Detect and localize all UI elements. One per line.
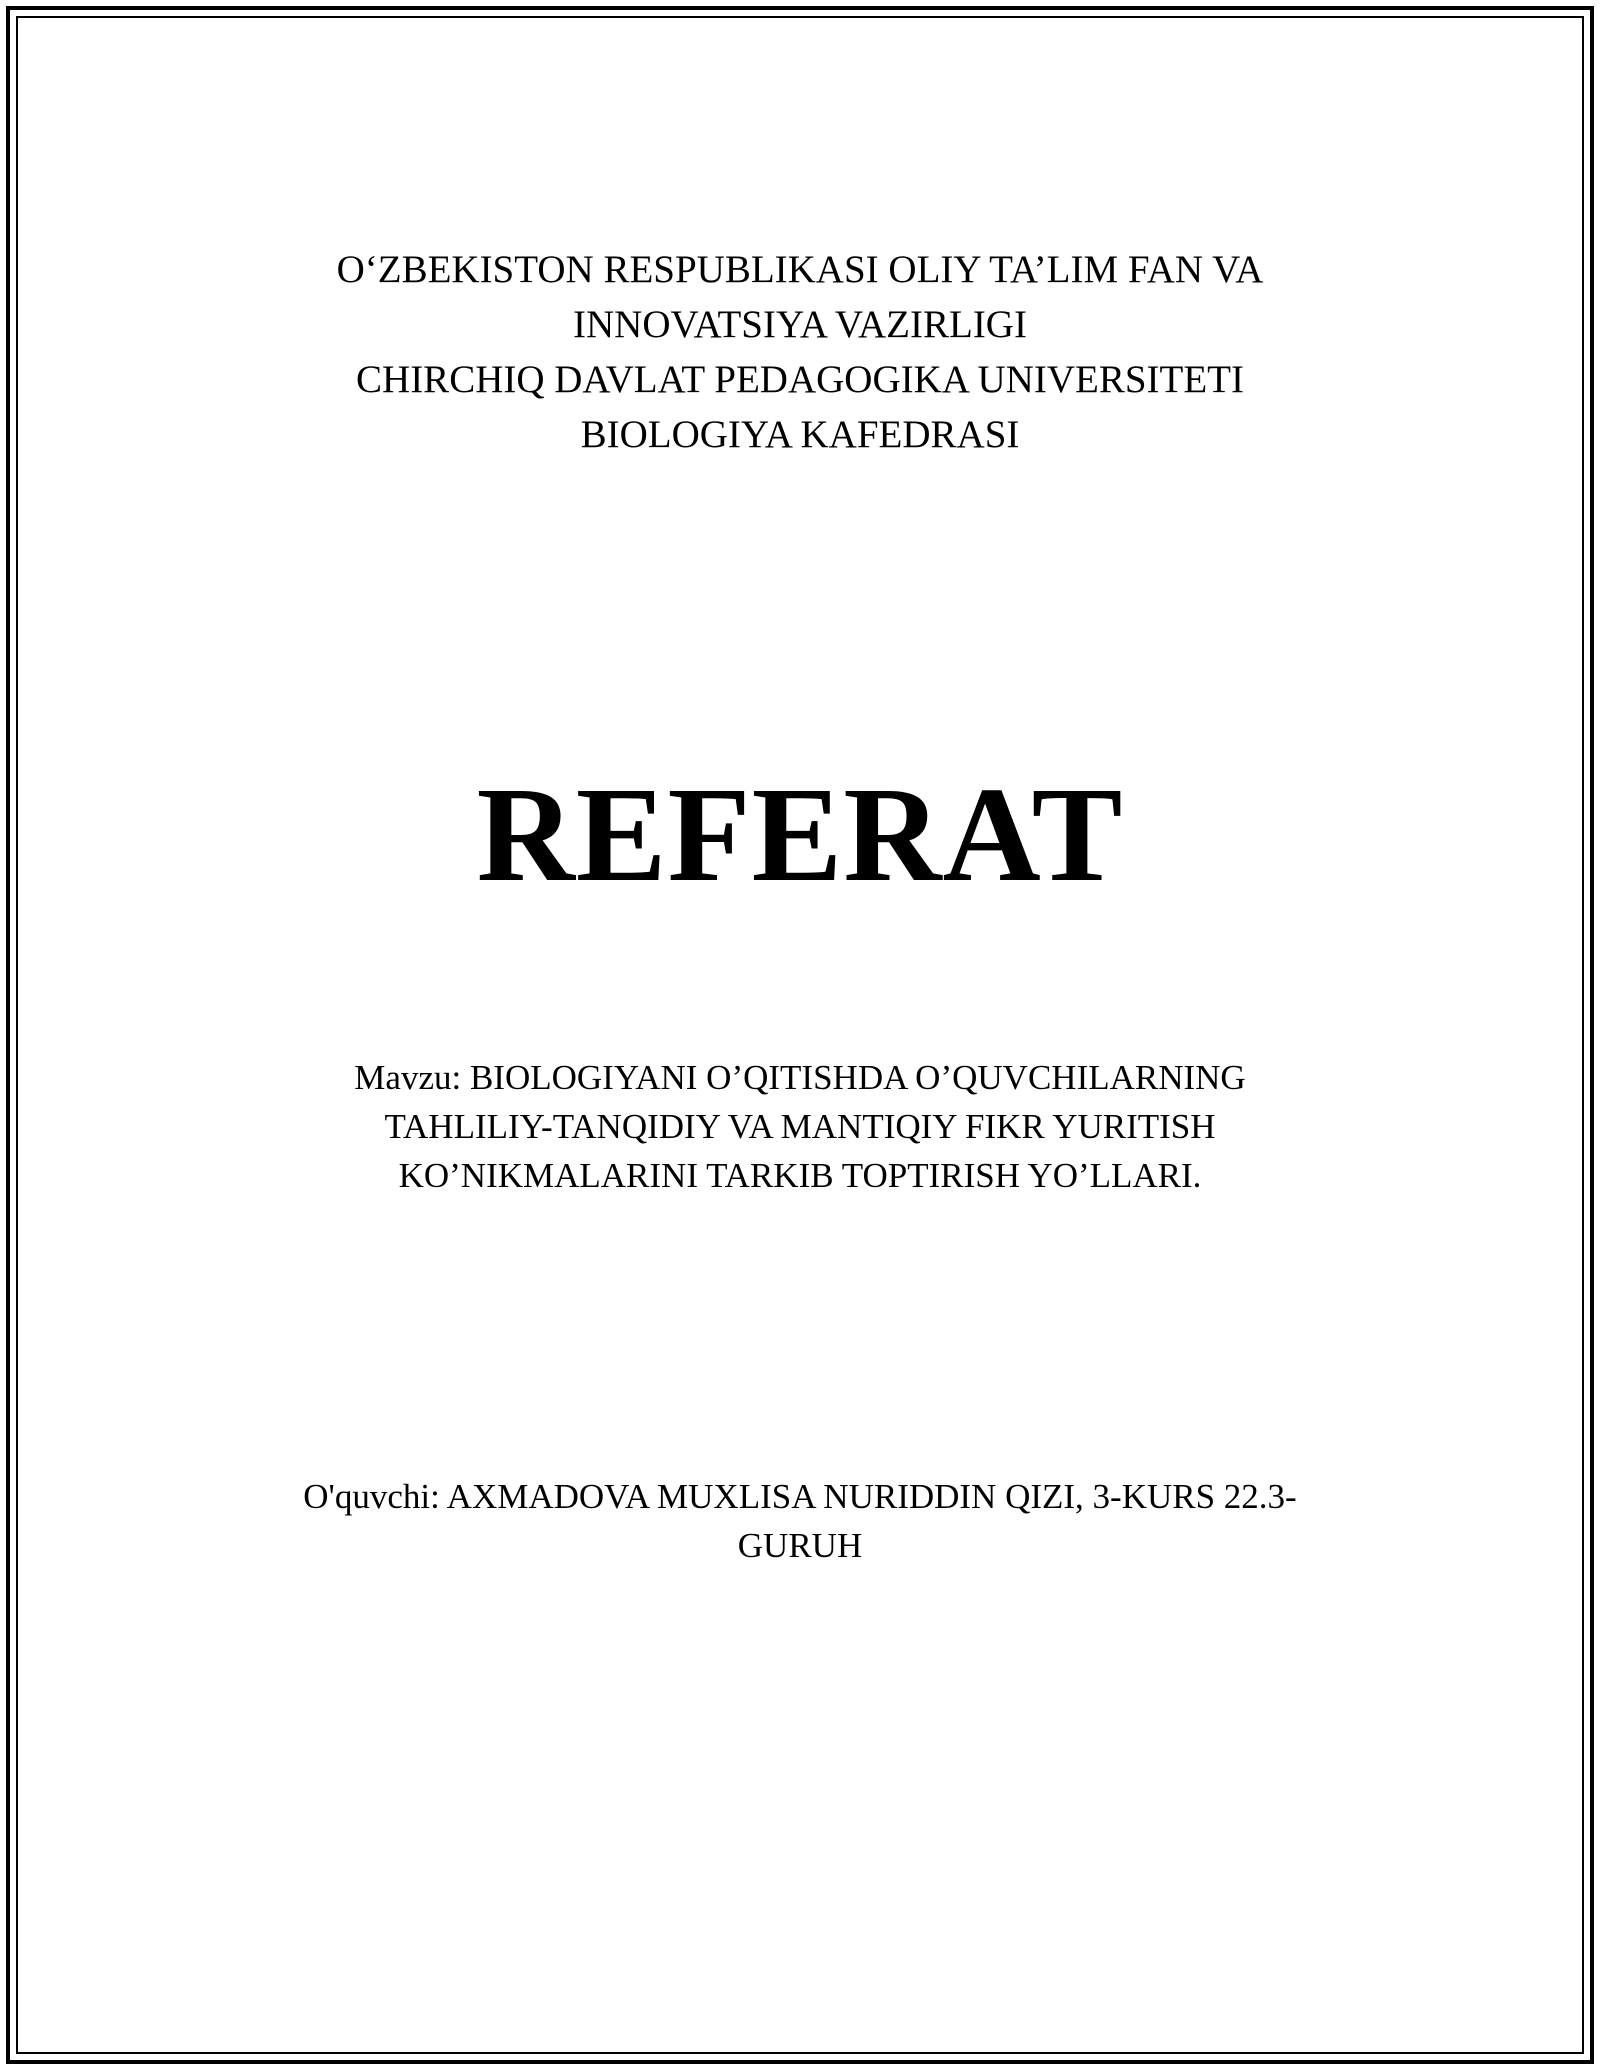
- header-line: BIOLOGIYA KAFEDRASI: [580, 413, 1020, 456]
- student-line: GURUH: [737, 1526, 863, 1565]
- topic-line: KO’NIKMALARINI TARKIB TOPTIRISH YO’LLARI.: [398, 1156, 1202, 1195]
- topic-line: TAHLILIY-TANQIDIY VA MANTIQIY FIKR YURITISH: [384, 1107, 1216, 1146]
- student-info: [0, 1472, 1600, 1570]
- header-line: INNOVATSIYA VAZIRLIGI: [573, 303, 1027, 346]
- header-line: CHIRCHIQ DAVLAT PEDAGOGIKA UNIVERSITETI: [356, 358, 1244, 401]
- topic-line: Mavzu: BIOLOGIYANI O’QITISHDA O’QUVCHILARNING: [354, 1058, 1246, 1097]
- document-title: REFERAT: [476, 760, 1124, 910]
- student-line: O'quvchi: AXMADOVA MUXLISA NURIDDIN QIZI, 3-KURS 22.3-: [303, 1477, 1297, 1516]
- topic-block: [0, 1053, 1600, 1200]
- institution-header: [0, 242, 1600, 462]
- header-line: O‘ZBEKISTON RESPUBLIKASI OLIY TA’LIM FAN VA: [336, 248, 1264, 291]
